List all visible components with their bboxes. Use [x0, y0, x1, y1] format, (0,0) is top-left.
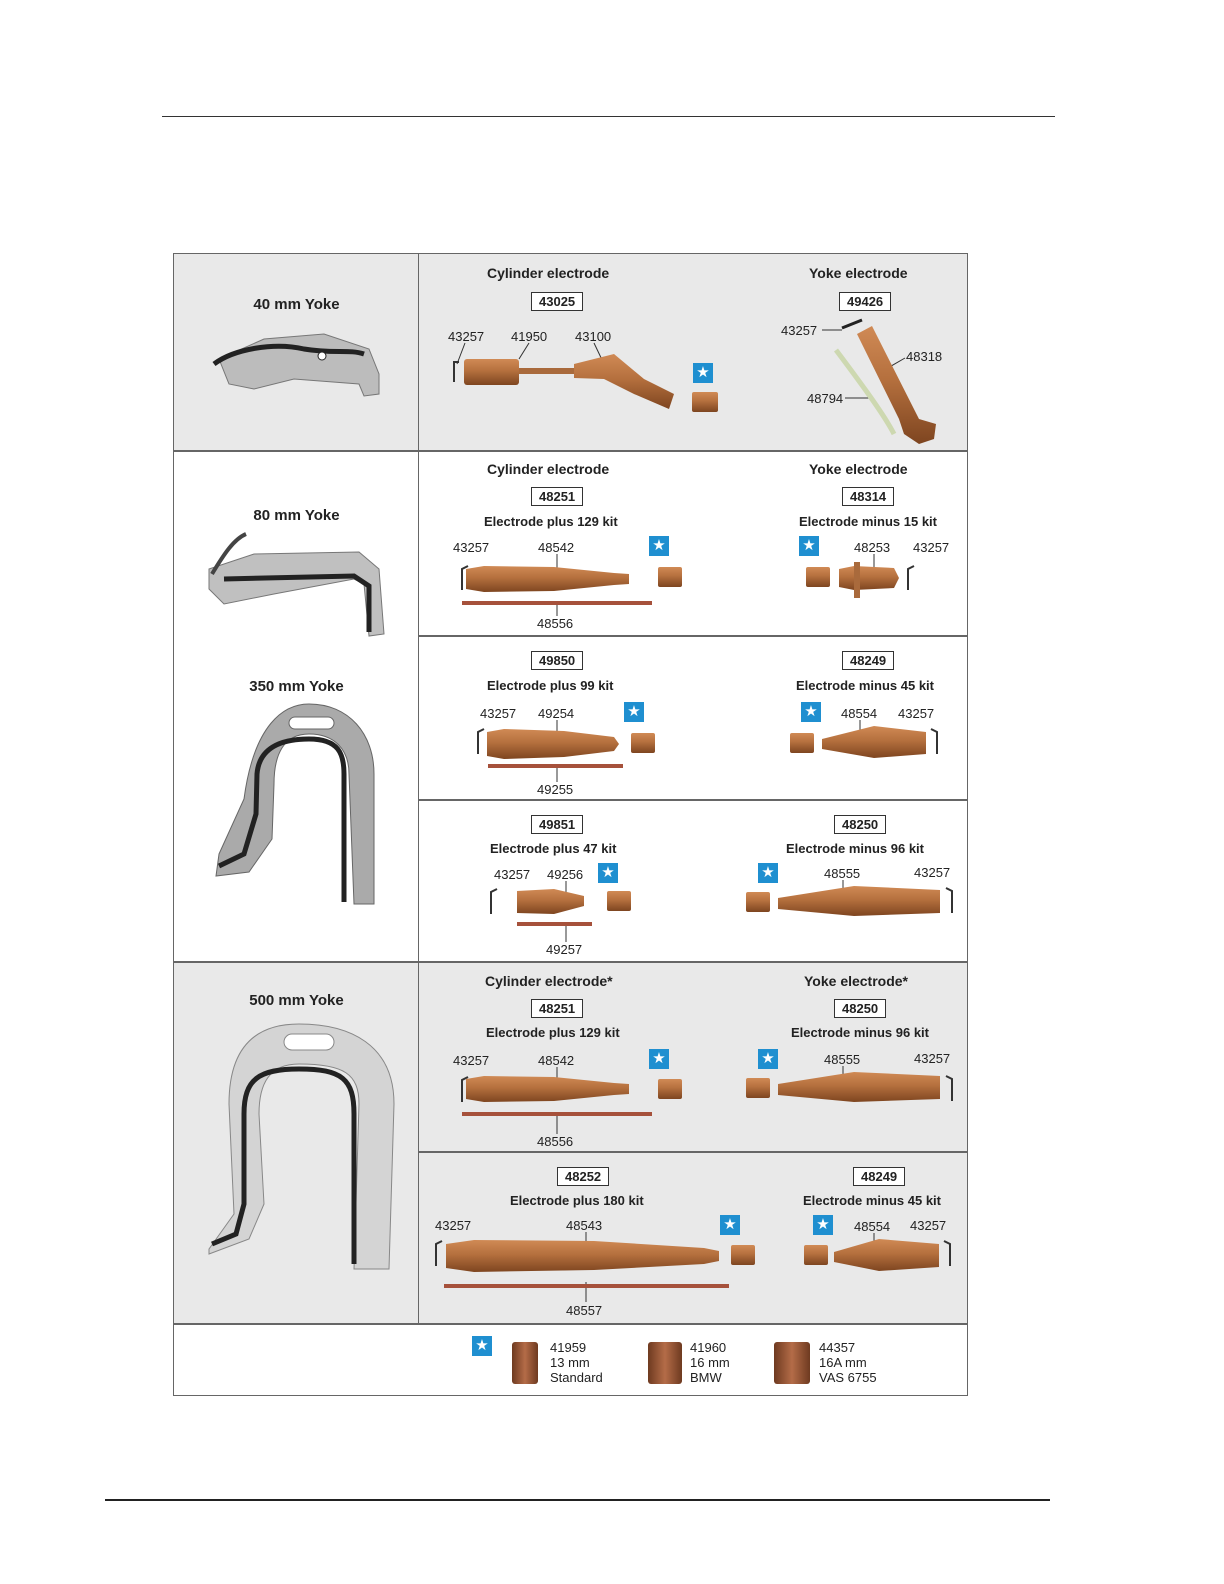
star-icon: ★: [758, 863, 778, 883]
s500a-yoke-pn: 48250: [834, 999, 886, 1018]
star-icon: ★: [649, 1049, 669, 1069]
s350a-yoke-kit: Electrode minus 45 kit: [796, 678, 934, 693]
cap-pn: 44357: [819, 1340, 856, 1355]
part-label: 43257: [494, 867, 531, 882]
part-label: 48557: [566, 1303, 603, 1318]
s40-cyl-title: Cylinder electrode: [487, 265, 610, 281]
cap-label: Standard: [550, 1370, 603, 1385]
yoke-title-500: 500 mm Yoke: [249, 992, 344, 1009]
part-label: 41950: [511, 329, 548, 344]
part-label: 43257: [480, 706, 517, 721]
cap-size: 16A mm: [819, 1355, 867, 1370]
part-label: 43257: [435, 1218, 472, 1233]
header-rule: [162, 116, 1055, 117]
electrode-drawings: [174, 254, 967, 1395]
s350a-cyl-kit: Electrode plus 99 kit: [487, 678, 614, 693]
star-icon: ★: [624, 702, 644, 722]
footer-rule: [105, 1499, 1050, 1501]
s500a-cyl-title: Cylinder electrode*: [485, 973, 613, 989]
s80-yoke-kit: Electrode minus 15 kit: [799, 514, 937, 529]
part-label: 48556: [537, 616, 574, 631]
yoke-title-40: 40 mm Yoke: [253, 296, 340, 313]
cap-41959-image: [512, 1342, 538, 1384]
star-icon: ★: [598, 863, 618, 883]
cap-size: 13 mm: [550, 1355, 590, 1370]
star-icon: ★: [801, 702, 821, 722]
cap-44357-image: [774, 1342, 810, 1384]
s80-cyl-title: Cylinder electrode: [487, 461, 610, 477]
star-icon: ★: [693, 363, 713, 383]
part-label: 43257: [914, 865, 951, 880]
part-label: 48555: [824, 1052, 861, 1067]
cap-size: 16 mm: [690, 1355, 730, 1370]
s500b-yoke-kit: Electrode minus 45 kit: [803, 1193, 941, 1208]
electrode-table: [173, 253, 968, 1396]
s80-yoke-title: Yoke electrode: [809, 461, 908, 477]
part-label: 48555: [824, 866, 861, 881]
part-label: 48543: [566, 1218, 603, 1233]
s500a-yoke-kit: Electrode minus 96 kit: [791, 1025, 929, 1040]
s500b-yoke-pn: 48249: [853, 1167, 905, 1186]
part-label: 43257: [781, 323, 818, 338]
star-icon: ★: [649, 536, 669, 556]
s350b-yoke-pn: 48250: [834, 815, 886, 834]
part-label: 43257: [448, 329, 485, 344]
part-label: 48253: [854, 540, 891, 555]
s500a-yoke-title: Yoke electrode*: [804, 973, 909, 989]
s500a-cyl-kit: Electrode plus 129 kit: [486, 1025, 620, 1040]
s80-cyl-pn: 48251: [531, 487, 583, 506]
part-label: 43257: [453, 1053, 490, 1068]
s80-cyl-kit: Electrode plus 129 kit: [484, 514, 618, 529]
star-icon: ★: [720, 1215, 740, 1235]
cap-44357: [819, 1340, 877, 1385]
part-label: 43257: [898, 706, 935, 721]
part-label: 48556: [537, 1134, 574, 1149]
s500b-cyl-pn: 48252: [557, 1167, 609, 1186]
s80-yoke-pn: 48314: [842, 487, 894, 506]
s350b-cyl-kit: Electrode plus 47 kit: [490, 841, 617, 856]
cap-41960-image: [648, 1342, 682, 1384]
part-label: 48554: [854, 1219, 891, 1234]
cap-41959: [550, 1340, 603, 1385]
s500b-cyl-kit: Electrode plus 180 kit: [510, 1193, 644, 1208]
part-label: 49256: [547, 867, 584, 882]
part-label: 43257: [453, 540, 490, 555]
star-icon: ★: [472, 1336, 492, 1356]
part-label: 43257: [914, 1051, 951, 1066]
part-label: 43257: [913, 540, 950, 555]
cap-pn: 41960: [690, 1340, 727, 1355]
part-label: 48318: [906, 349, 943, 364]
part-label: 48542: [538, 540, 575, 555]
cap-41960: [690, 1340, 730, 1385]
part-label: 48554: [841, 706, 878, 721]
star-icon: ★: [758, 1049, 778, 1069]
yoke-title-350: 350 mm Yoke: [249, 678, 344, 695]
cap-pn: 41959: [550, 1340, 587, 1355]
s350b-cyl-pn: 49851: [531, 815, 583, 834]
s40-yoke-pn: 49426: [839, 292, 891, 311]
cap-label: BMW: [690, 1370, 722, 1385]
s500a-cyl-pn: 48251: [531, 999, 583, 1018]
s40-cyl-pn: 43025: [531, 292, 583, 311]
part-label: 48794: [807, 391, 844, 406]
part-label: 48542: [538, 1053, 575, 1068]
s40-yoke-title: Yoke electrode: [809, 265, 908, 281]
part-label: 49257: [546, 942, 583, 957]
s350a-cyl-pn: 49850: [531, 651, 583, 670]
yoke-title-80: 80 mm Yoke: [253, 507, 340, 524]
part-label: 43100: [575, 329, 612, 344]
star-icon: ★: [799, 536, 819, 556]
part-label: 49254: [538, 706, 575, 721]
part-label: 49255: [537, 782, 574, 797]
s350a-yoke-pn: 48249: [842, 651, 894, 670]
s350b-yoke-kit: Electrode minus 96 kit: [786, 841, 924, 856]
star-icon: ★: [813, 1215, 833, 1235]
part-label: 43257: [910, 1218, 947, 1233]
cap-label: VAS 6755: [819, 1370, 877, 1385]
